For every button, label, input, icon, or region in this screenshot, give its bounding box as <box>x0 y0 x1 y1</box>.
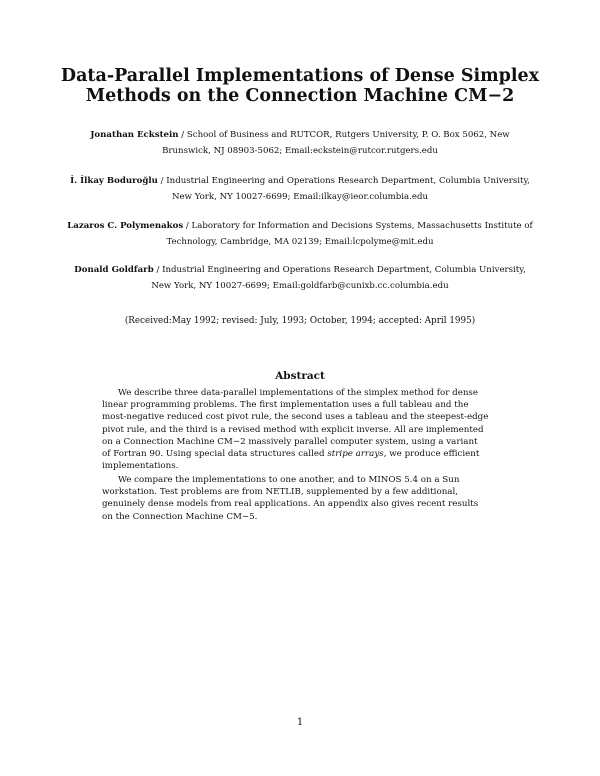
abstract-line: pivot rule, and the third is a revised method with explicit inverse. All are implemented <box>102 424 484 435</box>
author-affiliation-line-2: New York, NY 10027-6699; Email:goldfarb@cunixb.cc.columbia.edu <box>151 281 449 291</box>
abstract-line: most-negative reduced cost pivot rule, the second uses a tableau and the steepest-edge <box>102 412 489 423</box>
author-block-2 <box>64 173 536 205</box>
abstract-text: , we produce efficient <box>383 449 480 460</box>
author-name: Jonathan Eckstein <box>90 130 179 140</box>
author-affiliation: / Industrial Engineering and Operations Research Department, Columbia University, <box>153 265 526 275</box>
author-affiliation-line-2: Technology, Cambridge, MA 02139; Email:lcpolyme@mit.edu <box>166 237 434 247</box>
title-line-1: Data-Parallel Implementations of Dense Simplex <box>60 66 540 86</box>
author-affiliation: / Laboratory for Information and Decisions Systems, Massachusetts Institute of <box>183 221 533 231</box>
author-affiliation-line-2: Brunswick, NJ 08903-5062; Email:eckstein@rutcor.rutgers.edu <box>162 146 438 156</box>
author-affiliation-line-2: New York, NY 10027-6699; Email:ilkay@ieor.columbia.edu <box>172 192 428 202</box>
paper-title <box>40 66 560 106</box>
abstract-text: of Fortran 90. Using special data structures called <box>102 449 328 460</box>
abstract-line: linear programming problems. The first implementation uses a full tableau and the <box>102 400 469 411</box>
abstract-line: on the Connection Machine CM−5. <box>102 511 258 522</box>
abstract-line: We compare the implementations to one another, and to MINOS 5.4 on a Sun <box>118 475 460 485</box>
author-name: Lazaros C. Polymenakos <box>67 221 184 231</box>
author-affiliation: / Industrial Engineering and Operations Research Department, Columbia University, <box>157 176 530 186</box>
emphasized-term: stripe arrays <box>327 449 384 460</box>
author-block-3 <box>64 218 536 250</box>
abstract-line-with-emphasis <box>102 448 500 460</box>
abstract-heading: Abstract <box>275 370 325 382</box>
abstract-line: genuinely dense models from real applications. An appendix also gives recent results <box>102 499 479 510</box>
title-line-2: Methods on the Connection Machine CM−2 <box>85 86 515 106</box>
author-block-1 <box>64 127 536 159</box>
author-affiliation: / School of Business and RUTCOR, Rutgers University, P. O. Box 5062, New <box>178 130 510 140</box>
abstract-paragraph-2 <box>102 474 500 523</box>
page-number: 1 <box>296 717 304 728</box>
author-block-4 <box>64 262 536 294</box>
abstract-line: workstation. Test problems are from NETLIB, supplemented by a few additional, <box>102 487 459 498</box>
submission-dates: (Received:May 1992; revised: July, 1993; October, 1994; accepted: April 1995) <box>124 316 476 326</box>
abstract-line: We describe three data-parallel implementations of the simplex method for dense <box>118 388 479 398</box>
abstract-paragraph-1 <box>102 387 500 472</box>
abstract-line: implementations. <box>102 461 179 472</box>
abstract-line: on a Connection Machine CM−2 massively parallel computer system, using a variant <box>102 436 478 447</box>
author-name: İ. İlkay Boduroğlu <box>70 176 158 186</box>
author-name: Donald Goldfarb <box>74 265 154 275</box>
